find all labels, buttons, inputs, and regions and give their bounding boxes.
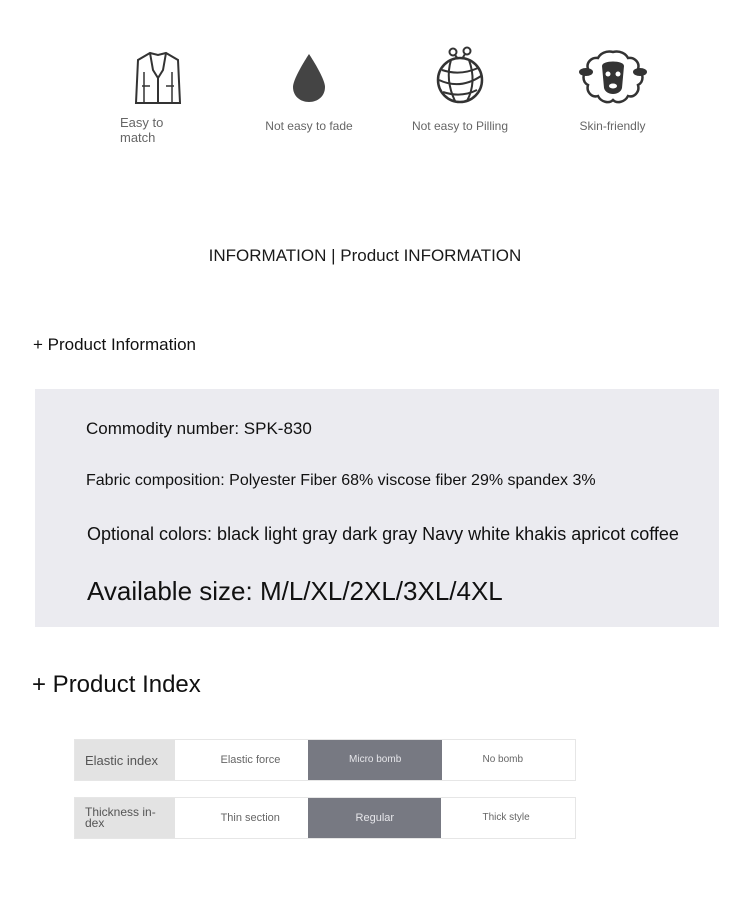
product-information-title: + Product Information	[33, 335, 197, 354]
commodity-number: Commodity number: SPK-830	[86, 419, 312, 438]
index-option: Thin section	[220, 812, 280, 824]
feature-skin-friendly	[565, 48, 660, 133]
water-drop-icon	[290, 52, 328, 104]
feature-not-easy-to-fade	[255, 52, 363, 133]
index-option: No bomb	[482, 754, 524, 765]
index-label: Elastic index	[75, 740, 175, 780]
feature-label: Skin-friendly	[579, 119, 646, 133]
info-header: INFORMATION | Product INFORMATION	[208, 246, 522, 265]
yarn-ball-icon	[433, 46, 487, 108]
feature-not-easy-to-pilling	[400, 46, 520, 133]
index-label: Thickness in-dex	[75, 798, 175, 838]
coat-icon	[134, 50, 182, 106]
available-size: Available size: M/L/XL/2XL/3XL/4XL	[87, 576, 503, 606]
index-option-selected: Micro bomb	[308, 740, 441, 780]
fabric-composition: Fabric composition: Polyester Fiber 68% viscose fiber 29% spandex 3%	[86, 472, 596, 489]
thickness-index-row	[74, 797, 576, 839]
index-option: Thick style	[482, 812, 530, 823]
optional-colors: Optional colors: black light gray dark gray Navy white khakis apricot coffee	[87, 524, 679, 544]
index-option-selected: Regular	[308, 798, 441, 838]
product-information-box	[35, 389, 719, 627]
feature-label: Easy to match	[120, 115, 164, 145]
sheep-icon	[578, 48, 648, 106]
product-index-title: + Product Index	[32, 671, 201, 698]
feature-label: Not easy to Pilling	[411, 119, 509, 133]
feature-label: Not easy to fade	[265, 119, 353, 133]
index-option: Elastic force	[220, 754, 281, 766]
feature-easy-to-match	[120, 50, 200, 145]
elastic-index-row	[74, 739, 576, 781]
